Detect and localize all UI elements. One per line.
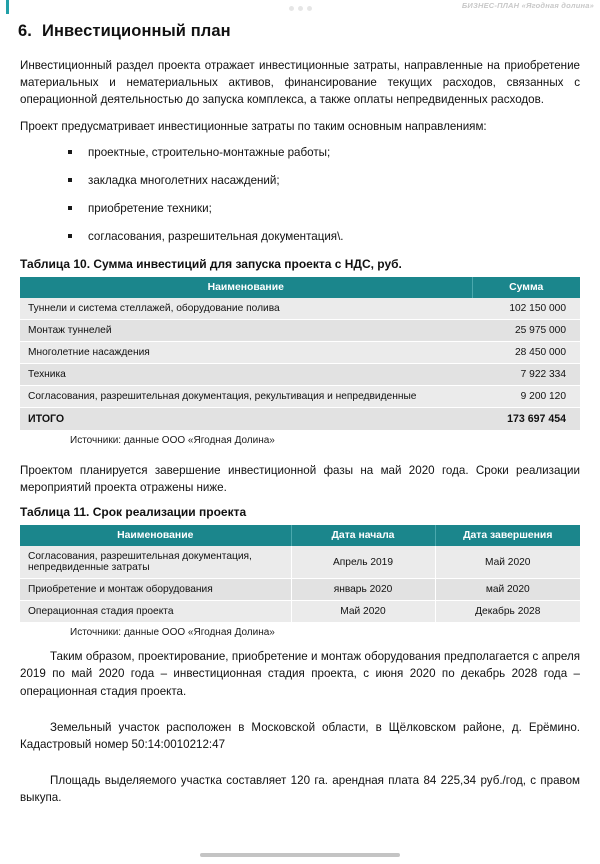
table-row — [20, 341, 580, 363]
table-header-row — [20, 525, 580, 546]
list-item — [20, 228, 580, 245]
table-11-source: Источники: данные ООО «Ягодная Долина» — [70, 627, 275, 639]
list-item-label: проектные, строительно-монтажные работы; — [88, 145, 331, 159]
cell-name: Техника — [20, 363, 472, 385]
table-10-source: Источники: данные ООО «Ягодная Долина» — [70, 434, 275, 446]
cell-sum: 28 450 000 — [472, 341, 580, 363]
cell-sum: 9 200 120 — [472, 385, 580, 407]
column-header-sum: Сумма — [472, 277, 580, 298]
cell-name: Монтаж туннелей — [20, 319, 472, 341]
list-item — [20, 200, 580, 217]
paragraph-area: Площадь выделяемого участка составляет 120 га. арендная плата 84 225,34 руб./год, с правом выкупа. — [20, 774, 580, 805]
table-row — [20, 601, 580, 623]
list-item-label: закладка многолетних насаждений; — [88, 173, 280, 187]
list-item-label: согласования, разрешительная документация\. — [88, 229, 344, 243]
table-10-caption: Таблица 10. Сумма инвестиций для запуска проекта с НДС, руб. — [20, 256, 402, 271]
page-title — [20, 22, 580, 41]
table-row — [20, 319, 580, 341]
running-header: БИЗНЕС-ПЛАН «Ягодная долина» — [461, 1, 594, 10]
paragraph-intro: Инвестиционный раздел проекта отражает инвестиционные затраты, направленные на приобретение материальных и нематериальных активов, финансирование текущих расходов, связанных с операционной деятельностью до запуска комплекса, а также оплаты непредвиденных расходов. — [20, 59, 580, 107]
dot-3 — [307, 6, 312, 11]
cell-name: Приобретение и монтаж оборудования — [20, 579, 291, 601]
table-row — [20, 363, 580, 385]
table-row-total — [20, 407, 580, 430]
column-header-start-date: Дата начала — [291, 525, 435, 546]
dot-1 — [289, 6, 294, 11]
bottom-scroll-indicator[interactable] — [200, 853, 400, 857]
paragraph-land: Земельный участок расположен в Московской области, в Щёлковском районе, д. Ерёмино. Кадастровый номер 50:14:0010212:47 — [20, 720, 580, 752]
table-11-caption: Таблица 11. Срок реализации проекта — [20, 505, 247, 520]
cell-end-date: Декабрь 2028 — [435, 601, 580, 623]
table-row — [20, 298, 580, 320]
cell-start-date: январь 2020 — [291, 579, 435, 601]
bullet-square-icon — [68, 234, 72, 238]
cell-sum: 102 150 000 — [472, 298, 580, 320]
directions-list — [20, 144, 580, 245]
table-schedule — [20, 525, 580, 623]
column-header-name: Наименование — [20, 277, 472, 298]
list-item — [20, 144, 580, 161]
section-number: 6. — [18, 22, 32, 40]
cell-name: Согласования, разрешительная документация, непредвиденные затраты — [20, 546, 291, 579]
dot-2 — [298, 6, 303, 11]
cell-name: Многолетние насаждения — [20, 341, 472, 363]
cell-sum: 25 975 000 — [472, 319, 580, 341]
list-item-label: приобретение техники; — [88, 201, 212, 215]
section-title-text: Инвестиционный план — [42, 22, 231, 40]
bullet-square-icon — [68, 178, 72, 182]
table-row — [20, 546, 580, 579]
cell-sum: 7 922 334 — [472, 363, 580, 385]
cell-start-date: Апрель 2019 — [291, 546, 435, 579]
paragraph-conclusion: Таким образом, проектирование, приобретение и монтаж оборудования предполагается с апреля 2019 по май 2020 года – инвестиционная стадия проекта, с июня 2020 по декабрь 2028 года – операционная стадия проекта. — [20, 650, 580, 698]
page-content — [20, 22, 580, 816]
cell-total-label: ИТОГО — [20, 407, 472, 430]
bullet-square-icon — [68, 150, 72, 154]
cell-name: Туннели и система стеллажей, оборудование полива — [20, 298, 472, 320]
cell-start-date: Май 2020 — [291, 601, 435, 623]
cell-name: Согласования, разрешительная документация, рекультивация и непредвиденные — [20, 385, 472, 407]
list-item — [20, 172, 580, 189]
cell-total-sum: 173 697 454 — [472, 407, 580, 430]
column-header-name: Наименование — [20, 525, 291, 546]
table-investments — [20, 277, 580, 431]
cell-name: Операционная стадия проекта — [20, 601, 291, 623]
table-header-row — [20, 277, 580, 298]
table-row — [20, 579, 580, 601]
cell-end-date: Май 2020 — [435, 546, 580, 579]
bullet-square-icon — [68, 206, 72, 210]
column-header-end-date: Дата завершения — [435, 525, 580, 546]
paragraph-after-table10: Проектом планируется завершение инвестиционной фазы на май 2020 года. Сроки реализации мероприятий проекта отражены ниже. — [20, 463, 580, 495]
table-row — [20, 385, 580, 407]
cell-end-date: май 2020 — [435, 579, 580, 601]
paragraph-directions-lead: Проект предусматривает инвестиционные затраты по таким основным направлениям: — [20, 119, 487, 133]
